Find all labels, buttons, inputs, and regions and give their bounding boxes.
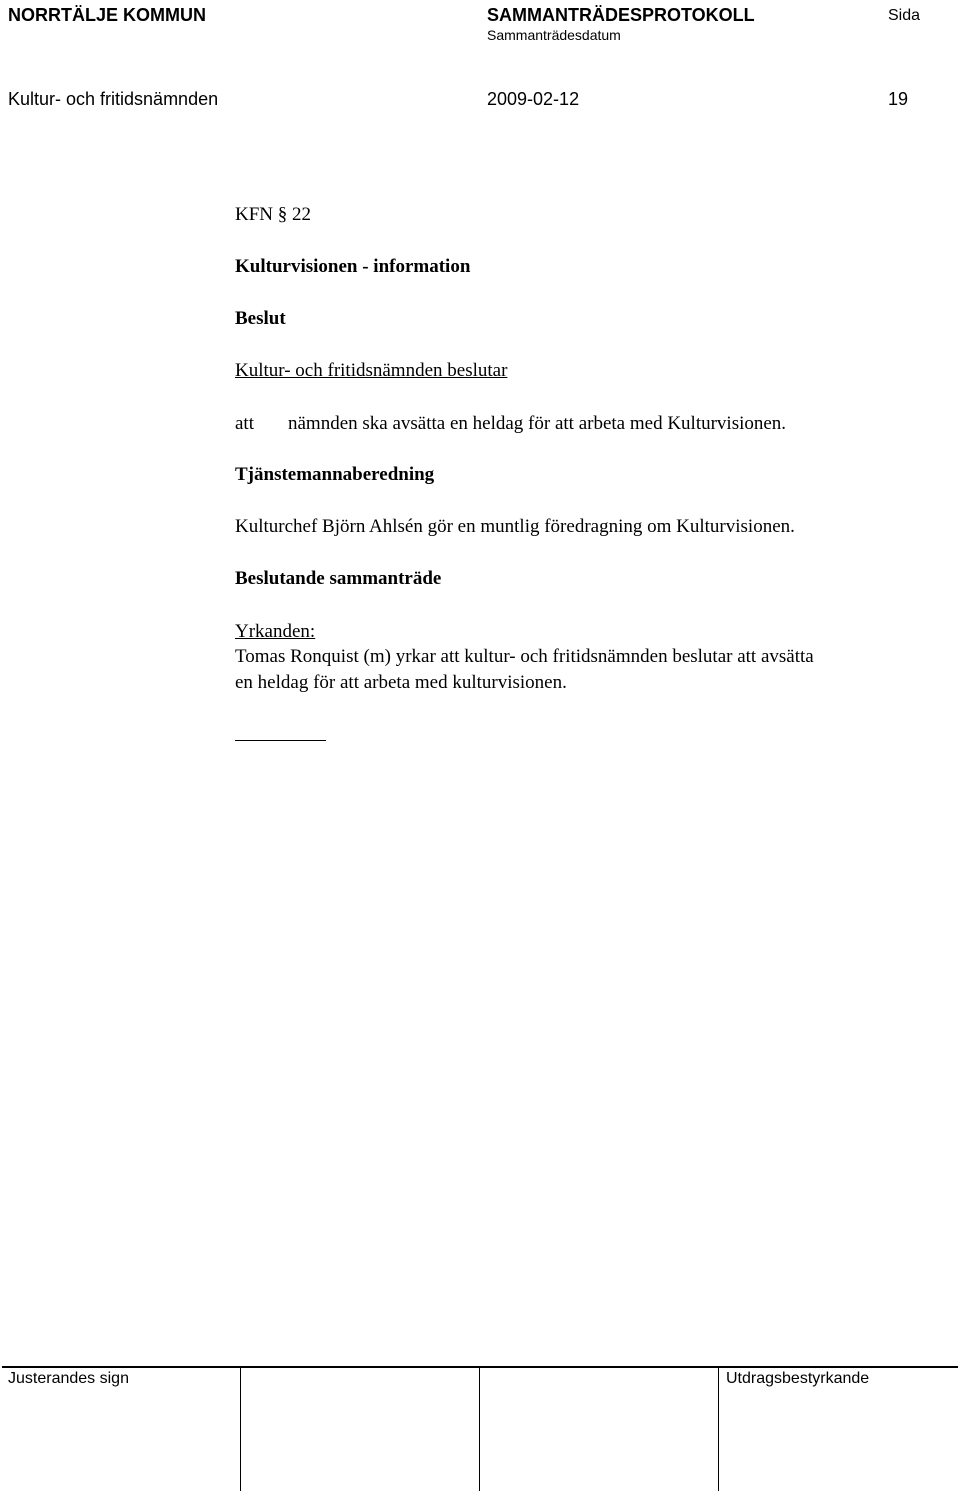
date-label: Sammanträdesdatum [487, 27, 621, 43]
footer-divider-3 [718, 1367, 719, 1491]
decision-att: att [235, 413, 254, 434]
page-label: Sida [888, 7, 921, 24]
meeting-heading: Beslutande sammanträde [235, 568, 442, 589]
footer-divider-1 [240, 1367, 241, 1491]
extract-certification-label: Utdragsbestyrkande [726, 1370, 870, 1387]
adjuster-sign-label: Justerandes sign [8, 1370, 129, 1387]
motion-line-2: en heldag för att arbeta med kulturvisionen. [235, 672, 567, 693]
paragraph-id: KFN § 22 [235, 204, 312, 225]
footer-rule [2, 1366, 958, 1368]
motion-line-1: Tomas Ronquist (m) yrkar att kultur- och fritidsnämnden beslutar att avsätta [235, 646, 814, 667]
committee-name: Kultur- och fritidsnämnden [8, 89, 219, 109]
page-number: 19 [888, 89, 909, 109]
preparation-heading: Tjänstemannaberedning [235, 464, 435, 485]
meeting-date: 2009-02-12 [487, 89, 580, 109]
item-title: Kulturvisionen - information [235, 256, 471, 277]
protocol-title: SAMMANTRÄDESPROTOKOLL [487, 5, 755, 25]
footer-divider-2 [479, 1367, 480, 1491]
section-end-rule [235, 740, 326, 741]
decision-intro: Kultur- och fritidsnämnden beslutar [235, 360, 508, 381]
preparation-text: Kulturchef Björn Ahlsén gör en muntlig föredragning om Kulturvisionen. [235, 516, 795, 537]
municipality-name: NORRTÄLJE KOMMUN [8, 5, 206, 25]
decision-heading: Beslut [235, 308, 286, 329]
motion-label: Yrkanden: [235, 621, 316, 642]
decision-text: nämnden ska avsätta en heldag för att arbeta med Kulturvisionen. [288, 413, 787, 434]
